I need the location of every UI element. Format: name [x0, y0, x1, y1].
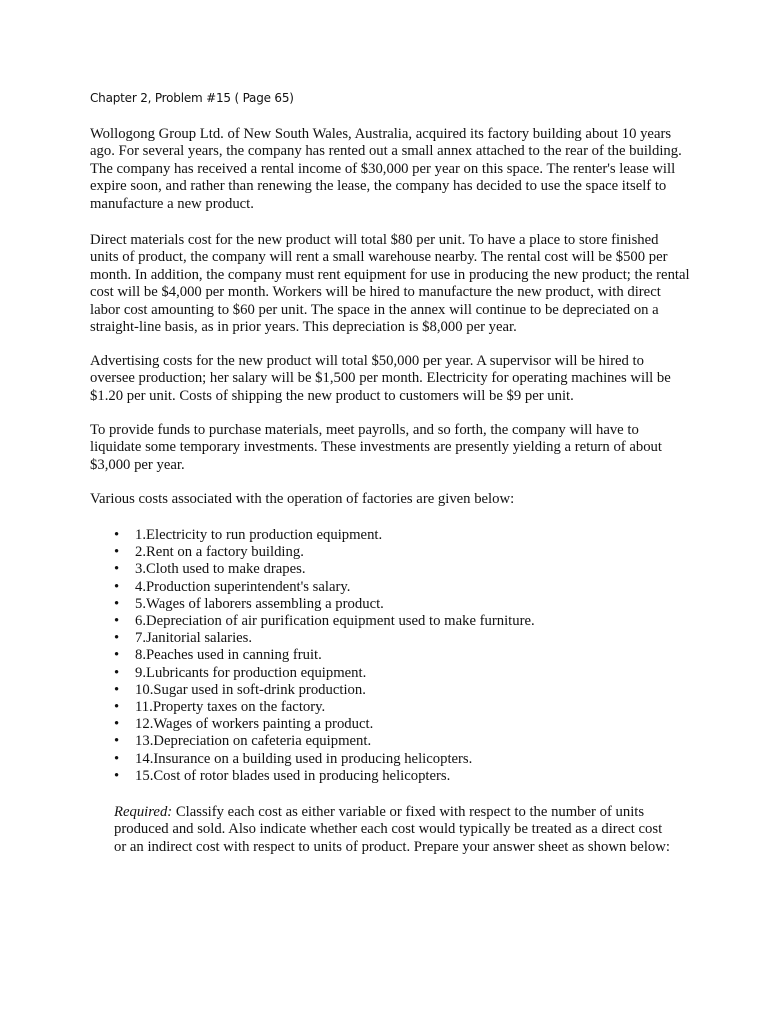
bullet-icon: • [114, 527, 120, 543]
bullet-icon: • [114, 767, 120, 784]
list-item-text: 8.Peaches used in canning fruit. [135, 647, 322, 664]
list-item-text: 7.Janitorial salaries. [135, 630, 253, 647]
list-item [90, 561, 535, 578]
list-item-text: 2.Rent on a factory building. [135, 544, 304, 561]
list-item [90, 751, 535, 768]
list-item [90, 716, 535, 733]
list-item-text: 12.Wages of workers painting a product. [135, 716, 374, 733]
bullet-icon: • [114, 681, 120, 698]
list-item [90, 699, 535, 716]
bullet-icon: • [114, 733, 120, 750]
list-item [90, 682, 535, 699]
paragraph-costs-intro: Various costs associated with the operation of factories are given below: [90, 491, 515, 507]
required-label: Required: [114, 804, 173, 820]
list-item-text: 11.Property taxes on the factory. [135, 699, 326, 716]
list-item-text: 14.Insurance on a building used in producing helicopters. [135, 750, 473, 767]
required-text: Classify each cost as either variable or fixed with respect to the number of units produced and sold. Also indicate whether each cost would typically be treated as a direct cost or an indirect cost with respect to units of product. Prepare your answer sheet as shown below: [114, 804, 670, 855]
bullet-icon: • [114, 630, 120, 647]
list-item-text: 1.Electricity to run production equipment. [135, 527, 383, 543]
list-item [90, 596, 535, 613]
paragraph-advertising: Advertising costs for the new product will total $50,000 per year. A supervisor will be hired to oversee production; her salary will be $1,500 per month. Electricity for operating machines will be $1.20 per unit. Costs of shipping the new product to customers will be $9 per unit. [90, 353, 671, 404]
list-item-text: 9.Lubricants for production equipment. [135, 664, 367, 681]
list-item [90, 630, 535, 647]
bullet-icon: • [114, 699, 120, 716]
bullet-icon: • [114, 578, 120, 595]
paragraph-investments: To provide funds to purchase materials, meet payrolls, and so forth, the company will have to liquidate some temporary investments. These investments are presently yielding a return of about $3,000 per year. [90, 422, 662, 473]
list-item-text: 15.Cost of rotor blades used in producing helicopters. [135, 767, 451, 784]
list-item [90, 768, 535, 785]
list-item-text: 4.Production superintendent's salary. [135, 578, 351, 595]
list-item-text: 6.Depreciation of air purification equipment used to make furniture. [135, 613, 535, 630]
list-item [90, 579, 535, 596]
list-item [90, 613, 535, 630]
list-item-text: 13.Depreciation on cafeteria equipment. [135, 733, 372, 750]
bullet-icon: • [114, 544, 120, 561]
bullet-icon: • [114, 647, 120, 664]
list-item [90, 647, 535, 664]
bullet-icon: • [114, 561, 120, 578]
list-item [90, 733, 535, 750]
bullet-icon: • [114, 595, 120, 612]
list-item-text: 10.Sugar used in soft-drink production. [135, 681, 366, 698]
required-instructions [114, 804, 674, 856]
list-item-text: 3.Cloth used to make drapes. [135, 561, 306, 578]
paragraph-background: Wollogong Group Ltd. of New South Wales, Australia, acquired its factory building about 10 years ago. For several years, the company has rented out a small annex attached to the rear of the building. The company has received a rental income of $30,000 per year on this space. The renter's lease will expire soon, and rather than renewing the lease, the company has decided to use the space itself to manufacture a new product. [90, 126, 682, 212]
cost-list [90, 527, 535, 785]
paragraph-direct-costs: Direct materials cost for the new product will total $80 per unit. To have a place to store finished units of product, the company will rent a small warehouse nearby. The rental cost will be $500 per month. In addition, the company must rent equipment for use in producing the new product; the rental cost will be $4,000 per month. Workers will be hired to manufacture the new product, with direct labor cost amounting to $60 per unit. The space in the annex will continue to be depreciated on a straight-line basis, as in prior years. This depreciation is $8,000 per year. [90, 232, 690, 336]
bullet-icon: • [114, 664, 120, 681]
list-item [90, 665, 535, 682]
bullet-icon: • [114, 716, 120, 733]
chapter-heading: Chapter 2, Problem #15 ( Page 65) [90, 91, 294, 105]
list-item [90, 527, 535, 544]
list-item [90, 544, 535, 561]
bullet-icon: • [114, 613, 120, 630]
bullet-icon: • [114, 750, 120, 767]
list-item-text: 5.Wages of laborers assembling a product. [135, 595, 384, 612]
